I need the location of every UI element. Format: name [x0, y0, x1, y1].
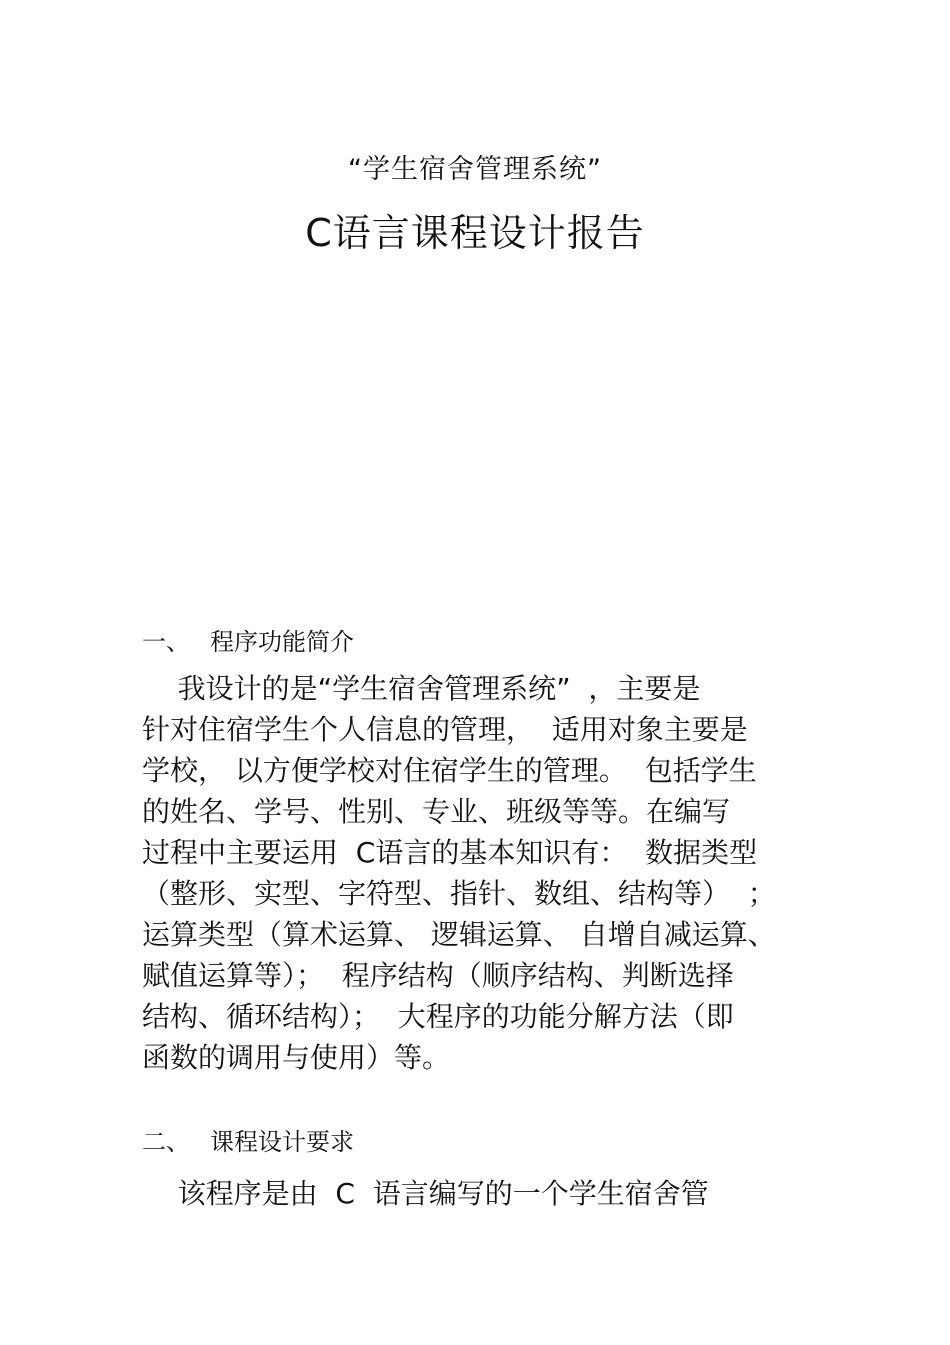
- paragraph-line: 我设计的是“学生宿舍管理系统” ，主要是: [142, 672, 701, 705]
- section-number: 一、: [142, 628, 190, 656]
- paragraph-line: 该程序是由 C 语言编写的一个学生宿舍管: [142, 1177, 709, 1210]
- section-title: 程序功能简介: [210, 628, 354, 656]
- paragraph-line: 过程中主要运用 C语言的基本知识有： 数据类型: [142, 836, 758, 869]
- paragraph-line: 赋值运算等）； 程序结构（顺序结构、判断选择: [142, 959, 734, 992]
- section-number: 二、: [142, 1128, 190, 1156]
- paragraph-line: 学校， 以方便学校对住宿学生的管理。 包括学生: [142, 754, 757, 787]
- document-title: C语言课程设计报告: [305, 211, 645, 255]
- section-heading-2: [142, 1126, 354, 1158]
- paragraph-line: （整形、实型、字符型、指针、数组、结构等） ；: [142, 877, 776, 910]
- section-1-paragraph: [142, 668, 776, 1078]
- section-title: 课程设计要求: [210, 1128, 354, 1156]
- paragraph-line: 的姓名、学号、性别、专业、班级等等。在编写: [142, 795, 731, 828]
- section-heading-1: [142, 626, 354, 658]
- document-subtitle: “学生宿舍管理系统”: [348, 154, 602, 185]
- paragraph-line: 结构、循环结构）； 大程序的功能分解方法（即: [142, 1000, 734, 1033]
- paragraph-line: 运算类型（算术运算、 逻辑运算、 自增自减运算、: [142, 918, 776, 951]
- paragraph-line: 针对住宿学生个人信息的管理， 适用对象主要是: [142, 713, 748, 746]
- paragraph-line: 函数的调用与使用）等。: [142, 1041, 451, 1074]
- section-2-paragraph: [142, 1173, 709, 1214]
